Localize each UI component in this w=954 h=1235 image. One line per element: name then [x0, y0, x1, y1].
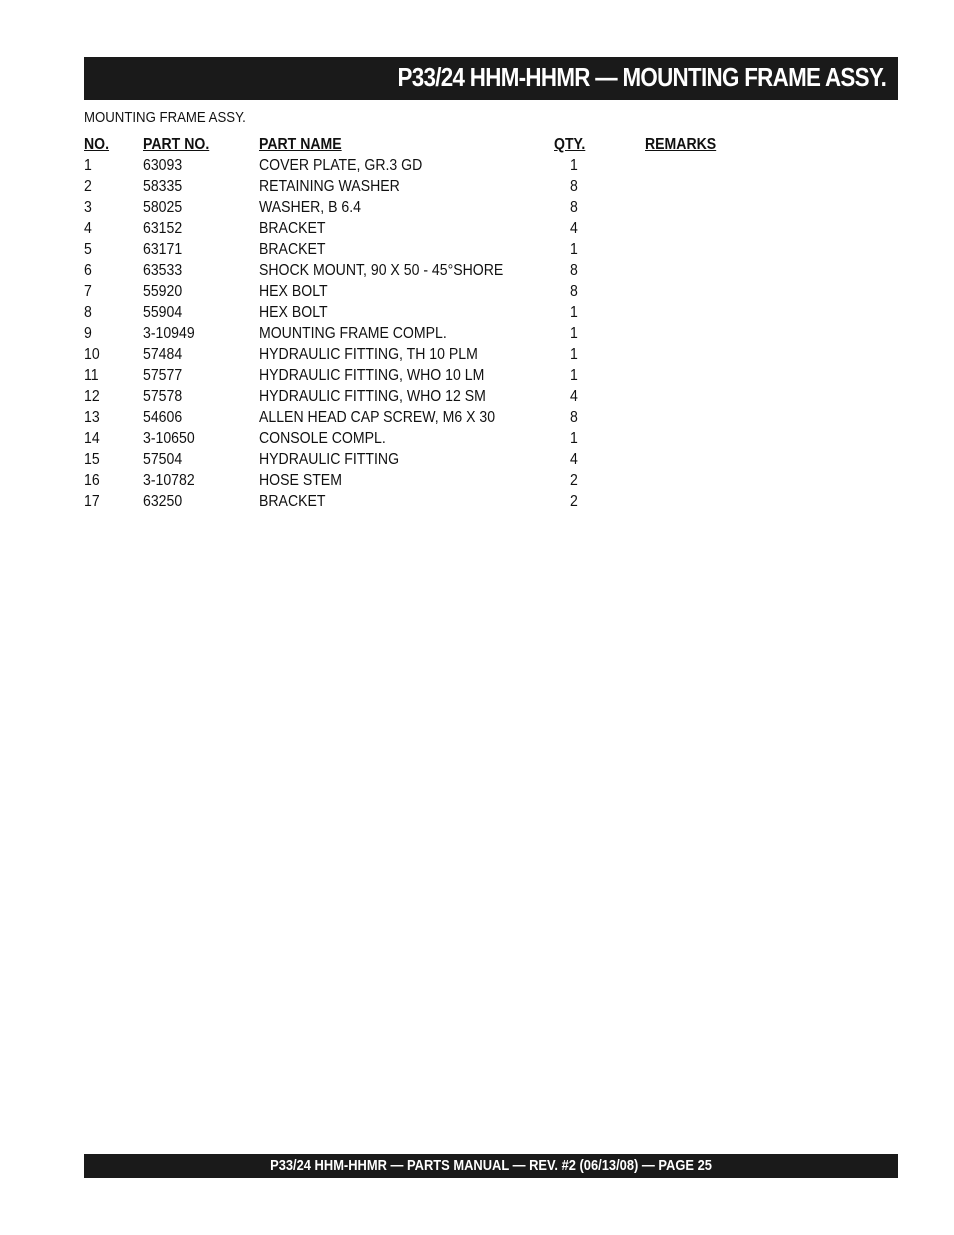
table-header-row [84, 136, 784, 157]
cell-qty: 1 [570, 304, 578, 321]
cell-qty: 8 [570, 262, 578, 279]
table-row [84, 283, 784, 304]
cell-part-name: HYDRAULIC FITTING [259, 451, 400, 468]
cell-part-name: CONSOLE COMPL. [259, 430, 386, 447]
cell-part-no: 63152 [143, 220, 183, 237]
cell-no: 3 [84, 199, 92, 216]
cell-part-name: ALLEN HEAD CAP SCREW, M6 X 30 [259, 409, 496, 426]
section-title: MOUNTING FRAME ASSY. [84, 109, 246, 126]
cell-no: 5 [84, 241, 92, 258]
cell-no: 2 [84, 178, 92, 195]
cell-part-name: HYDRAULIC FITTING, WHO 12 SM [259, 388, 486, 405]
cell-qty: 4 [570, 220, 578, 237]
table-body [84, 157, 784, 514]
table-row [84, 220, 784, 241]
cell-qty: 1 [570, 325, 578, 342]
cell-part-name: BRACKET [259, 493, 326, 510]
cell-part-name: RETAINING WASHER [259, 178, 400, 195]
cell-part-no: 55904 [143, 304, 183, 321]
cell-no: 15 [84, 451, 100, 468]
cell-no: 8 [84, 304, 92, 321]
cell-part-name: WASHER, B 6.4 [259, 199, 361, 216]
cell-part-name: HEX BOLT [259, 304, 328, 321]
table-row [84, 388, 784, 409]
table-row [84, 346, 784, 367]
cell-part-no: 57578 [143, 388, 183, 405]
cell-part-no: 63533 [143, 262, 183, 279]
column-header-remarks: REMARKS [645, 136, 717, 153]
cell-part-name: BRACKET [259, 220, 326, 237]
cell-qty: 8 [570, 283, 578, 300]
cell-part-no: 3-10949 [143, 325, 195, 342]
cell-qty: 8 [570, 178, 578, 195]
cell-part-no: 63250 [143, 493, 183, 510]
cell-no: 4 [84, 220, 92, 237]
cell-no: 13 [84, 409, 100, 426]
cell-qty: 2 [570, 472, 578, 489]
footer-text: P33/24 HHM-HHMR — PARTS MANUAL — REV. #2 (06/13/08) — PAGE 25 [270, 1157, 712, 1174]
cell-part-no: 3-10782 [143, 472, 195, 489]
table-row [84, 262, 784, 283]
cell-no: 16 [84, 472, 100, 489]
cell-part-no: 57484 [143, 346, 183, 363]
cell-no: 1 [84, 157, 92, 174]
column-header-no: NO. [84, 136, 110, 153]
cell-part-name: COVER PLATE, GR.3 GD [259, 157, 423, 174]
cell-part-name: HYDRAULIC FITTING, TH 10 PLM [259, 346, 478, 363]
cell-part-no: 3-10650 [143, 430, 195, 447]
cell-no: 6 [84, 262, 92, 279]
cell-part-name: HOSE STEM [259, 472, 342, 489]
table-row [84, 241, 784, 262]
cell-part-no: 58025 [143, 199, 183, 216]
header-bar [84, 57, 898, 100]
cell-qty: 8 [570, 199, 578, 216]
cell-part-no: 57577 [143, 367, 183, 384]
cell-part-no: 63093 [143, 157, 183, 174]
cell-part-no: 54606 [143, 409, 183, 426]
cell-part-name: HEX BOLT [259, 283, 328, 300]
cell-part-name: MOUNTING FRAME COMPL. [259, 325, 447, 342]
cell-no: 7 [84, 283, 92, 300]
column-header-part-no: PART NO. [143, 136, 210, 153]
table-row [84, 304, 784, 325]
cell-qty: 1 [570, 157, 578, 174]
table-row [84, 493, 784, 514]
cell-qty: 8 [570, 409, 578, 426]
cell-qty: 1 [570, 367, 578, 384]
cell-part-name: BRACKET [259, 241, 326, 258]
table-row [84, 472, 784, 493]
cell-no: 10 [84, 346, 100, 363]
cell-part-no: 57504 [143, 451, 183, 468]
cell-no: 12 [84, 388, 100, 405]
cell-part-no: 58335 [143, 178, 183, 195]
cell-part-no: 63171 [143, 241, 183, 258]
table-row [84, 325, 784, 346]
cell-no: 17 [84, 493, 100, 510]
cell-no: 9 [84, 325, 92, 342]
cell-qty: 2 [570, 493, 578, 510]
cell-no: 14 [84, 430, 100, 447]
cell-qty: 1 [570, 430, 578, 447]
footer-bar [84, 1154, 898, 1178]
cell-qty: 1 [570, 241, 578, 258]
table-row [84, 409, 784, 430]
cell-part-name: SHOCK MOUNT, 90 X 50 - 45°SHORE [259, 262, 504, 279]
table-row [84, 178, 784, 199]
cell-qty: 4 [570, 388, 578, 405]
cell-part-name: HYDRAULIC FITTING, WHO 10 LM [259, 367, 485, 384]
cell-no: 11 [84, 367, 99, 384]
table-row [84, 451, 784, 472]
parts-table [84, 136, 784, 514]
table-row [84, 199, 784, 220]
column-header-part-name: PART NAME [259, 136, 342, 153]
table-row [84, 430, 784, 451]
cell-qty: 1 [570, 346, 578, 363]
cell-part-no: 55920 [143, 283, 183, 300]
cell-qty: 4 [570, 451, 578, 468]
table-row [84, 367, 784, 388]
table-row [84, 157, 784, 178]
page-title: P33/24 HHM-HHMR — MOUNTING FRAME ASSY. [397, 62, 886, 92]
column-header-qty: QTY. [554, 136, 586, 153]
